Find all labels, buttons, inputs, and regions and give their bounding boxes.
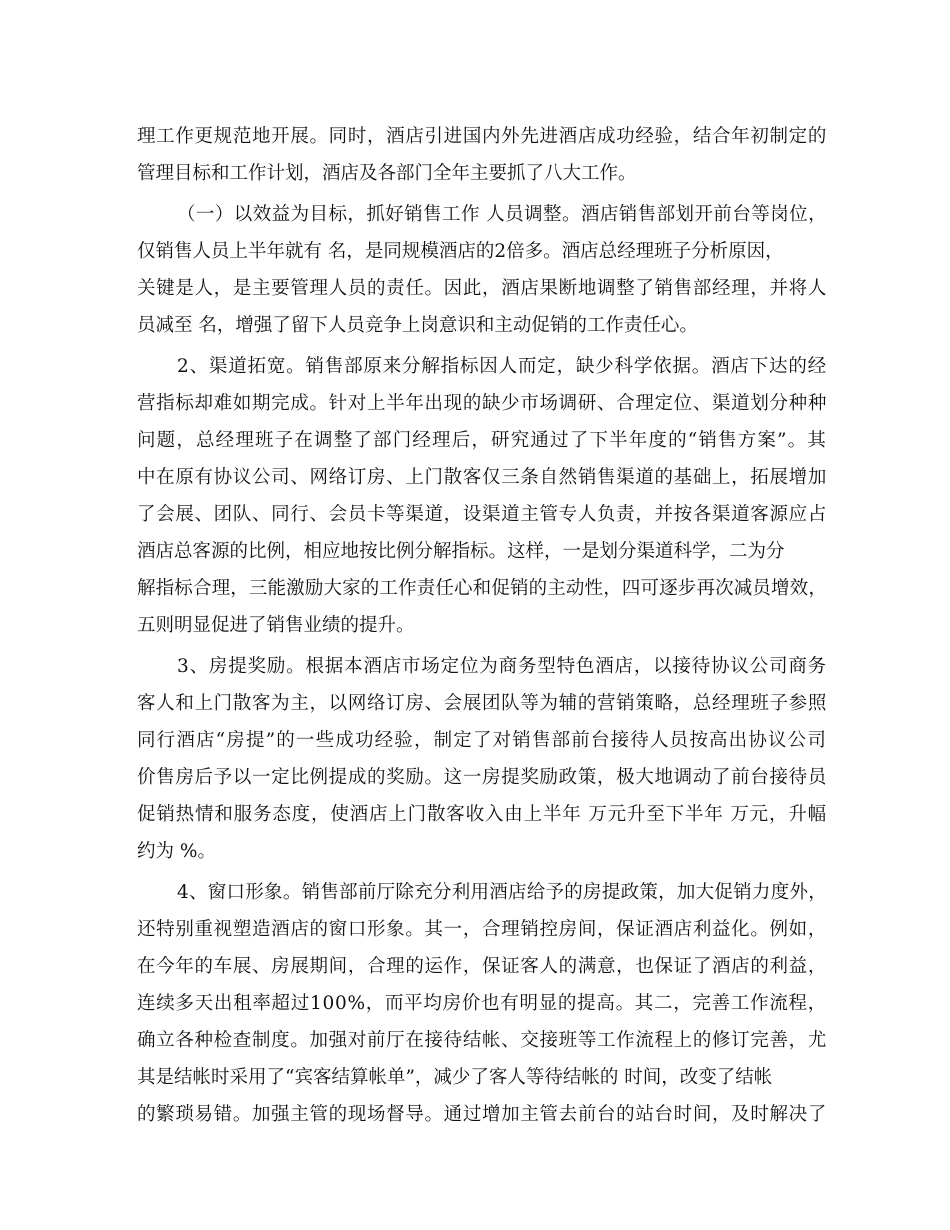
paragraph-line: 约为 %。 [137, 841, 216, 862]
paragraph-first-line: 2、渠道拓宽。销售部原来分解指标因人而定，缺少科学依据。酒店下达的经 [177, 356, 827, 377]
paragraph-line: 五则明显促进了销售业绩的提升。 [137, 615, 415, 636]
paragraph-line: 问题，总经理班子在调整了部门经理后，研究通过了下半年度的“销售方案”。其 [137, 430, 828, 451]
paragraph-line: 确立各种检查制度。加强对前厅在接待结帐、交接班等工作流程上的修订完善，尤 [137, 1030, 827, 1051]
paragraph-line: 的繁琐易错。加强主管的现场督导。通过增加主管去前台的站台时间，及时解决了 [137, 1104, 827, 1125]
paragraph-first-line: 3、房提奖励。根据本酒店市场定位为商务型特色酒店，以接待协议公司商务 [177, 656, 827, 677]
paragraph-line: 解指标合理，三能激励大家的工作责任心和促销的主动性，四可逐步再次减员增效， [137, 578, 827, 599]
paragraph-line: 酒店总客源的比例，相应地按比例分解指标。这样，一是划分渠道科学，二为分 [137, 541, 785, 562]
paragraph-line: 价售房后予以一定比例提成的奖励。这一房提奖励政策，极大地调动了前台接待员 [137, 767, 827, 788]
paragraph-line: 员减至 名，增强了留下人员竞争上岗意识和主动促销的工作责任心。 [137, 315, 698, 336]
paragraph-first-line: 4、窗口形象。销售部前厅除充分利用酒店给予的房提政策，加大促销力度外， [177, 882, 827, 903]
paragraph-line: 同行酒店“房提”的一些成功经验，制定了对销售部前台接待人员按高出协议公司 [137, 730, 828, 751]
paragraph-line: 关键是人，是主要管理人员的责任。因此，酒店果断地调整了销售部经理，并将人 [137, 278, 827, 299]
paragraph-line: 理工作更规范地开展。同时，酒店引进国内外先进酒店成功经验，结合年初制定的 [137, 126, 827, 147]
paragraph-line: 还特别重视塑造酒店的窗口形象。其一，合理销控房间，保证酒店利益化。例如， [137, 919, 827, 940]
paragraph-line: 其是结帐时采用了“宾客结算帐单”，减少了客人等待结帐的 时间，改变了结帐 [137, 1067, 773, 1088]
paragraph-line: 了会展、团队、同行、会员卡等渠道，设渠道主管专人负责，并按各渠道客源应占 [137, 504, 827, 525]
paragraph-line: 连续多天出租率超过100%，而平均房价也有明显的提高。其二，完善工作流程， [137, 993, 827, 1014]
document-body [137, 118, 827, 1133]
paragraph-line: 管理目标和工作计划，酒店及各部门全年主要抓了八大工作。 [137, 163, 637, 184]
paragraph-first-line: （一）以效益为目标，抓好销售工作 人员调整。酒店销售部划开前台等岗位， [177, 204, 828, 225]
paragraph-line: 仅销售人员上半年就有 名，是同规模酒店的2倍多。酒店总经理班子分析原因， [137, 241, 784, 262]
paragraph-line: 中在原有协议公司、网络订房、上门散客仅三条自然销售渠道的基础上，拓展增加 [137, 467, 827, 488]
paragraph-line: 促销热情和服务态度，使酒店上门散客收入由上半年 万元升至下半年 万元，升幅 [137, 804, 828, 825]
paragraph-line: 营指标却难如期完成。针对上半年出现的缺少市场调研、合理定位、渠道划分种种 [137, 393, 827, 414]
paragraph-line: 在今年的车展、房展期间，合理的运作，保证客人的满意，也保证了酒店的利益， [137, 956, 827, 977]
paragraph-line: 客人和上门散客为主，以网络订房、会展团队等为辅的营销策略，总经理班子参照 [137, 693, 827, 714]
